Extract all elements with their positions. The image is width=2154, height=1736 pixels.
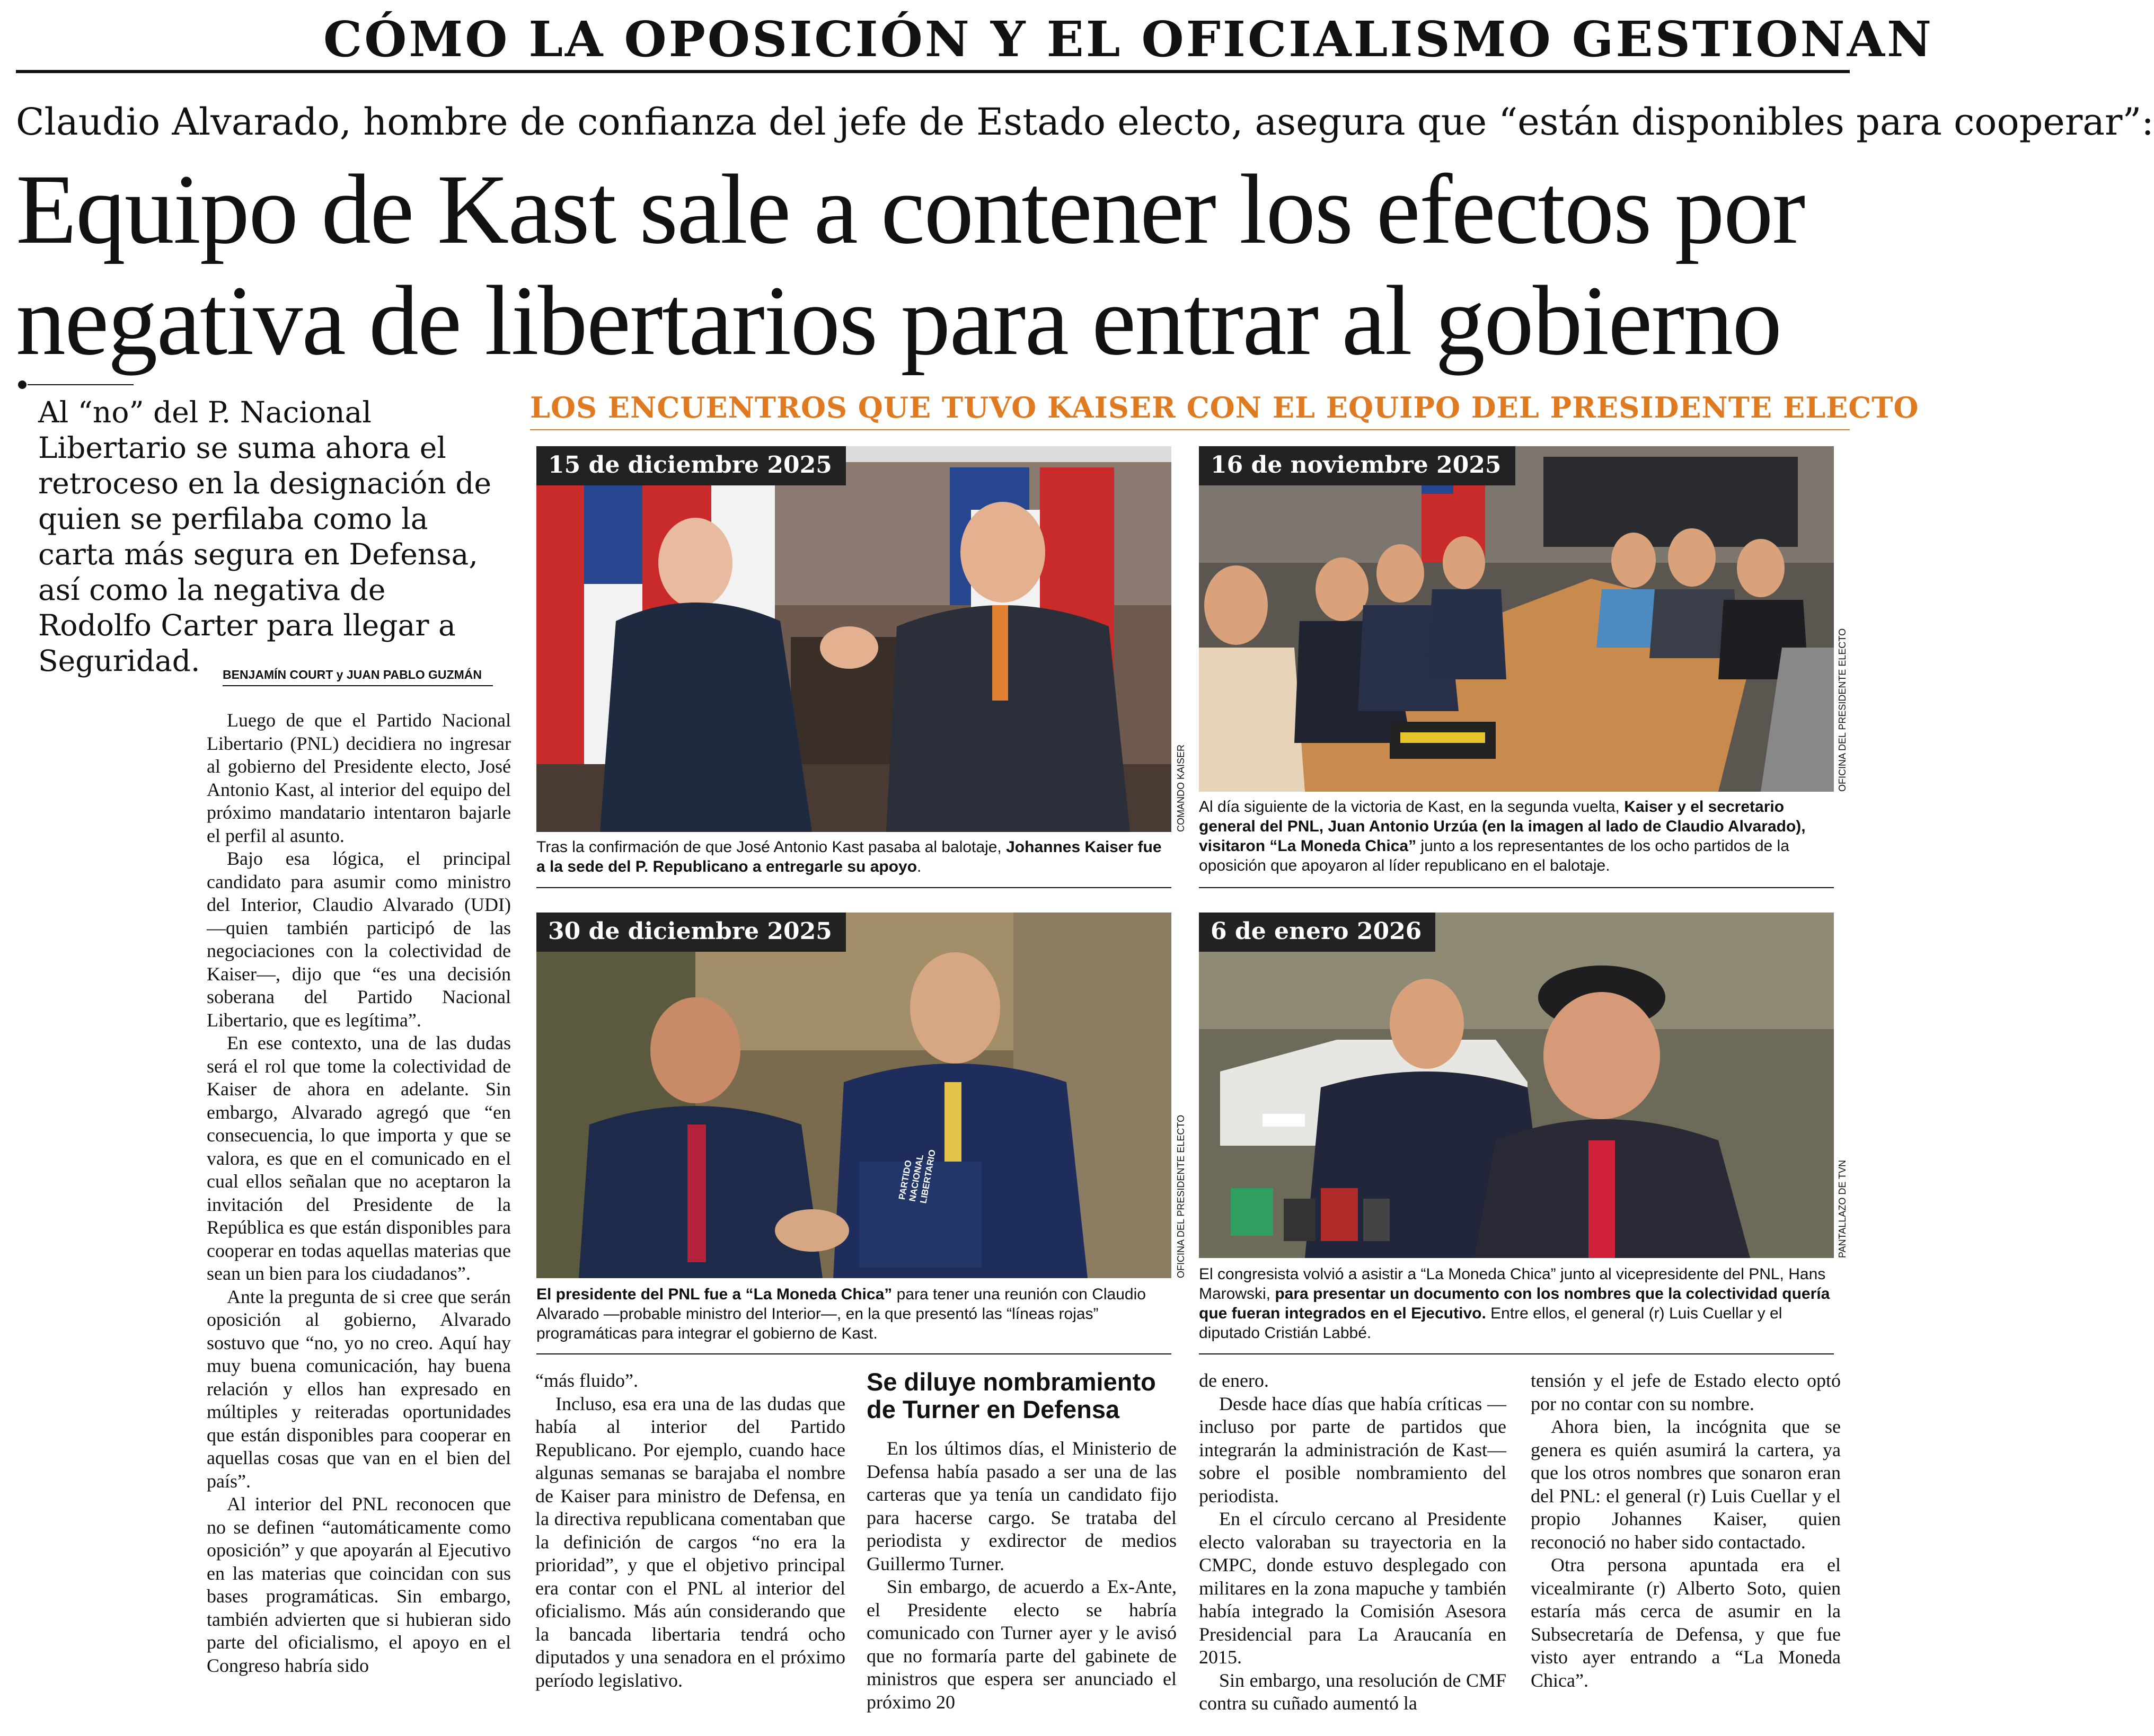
- caption-bold-text: para presentar un documento con los nombres que la colectividad quería que fueran integrados en el Ejecutivo.: [1199, 1285, 1830, 1322]
- gallery-rule: [530, 429, 1850, 430]
- paragraph: Sin embargo, una resolución de CMF contra su cuñado aumentó la: [1199, 1669, 1506, 1714]
- photo-document-handover: [536, 913, 1171, 1278]
- photo-caption: [536, 1285, 1171, 1343]
- photo-caption: [1199, 1264, 1834, 1343]
- lede: Al “no” del P. Nacional Libertario se suma ahora el retroceso en la designación de quien se perfilaba como la carta más segura en Defensa, así como la negativa de Rodolfo Carter para llegar a Seguridad.: [38, 395, 491, 678]
- photo-credit: PANTALLAZO DE TVN: [1837, 1159, 1848, 1258]
- paragraph: En el círculo cercano al Presidente electo valoraban su trayectoria en la CMPC, donde estuvo desplegado con militares en la zona mapuche y también había integrado la Comisión Asesora Presidencial para La Araucanía en 2015.: [1199, 1508, 1506, 1668]
- caption-text: .: [917, 858, 922, 875]
- body-column-4: [1199, 1369, 1506, 1715]
- photo-caption: [536, 837, 1171, 876]
- section-header: CÓMO LA OPOSICIÓN Y EL OFICIALISMO GESTIONAN: [323, 11, 1934, 68]
- paragraph: Al interior del PNL reconocen que no se definen “automáticamente como oposición” y que apoyarán al Ejecutivo en las materias que coincidan con sus bases programáticas. Sin embargo, también advierten que si hubieran sido parte del oficialismo, el apoyo en el Congreso habría sido: [207, 1493, 511, 1676]
- caption-rule: [1199, 1353, 1834, 1354]
- headline-line-2: negativa de libertarios para entrar al gobierno: [16, 265, 1781, 376]
- body-column-5: [1531, 1369, 1841, 1692]
- body-column-3: [867, 1437, 1177, 1714]
- caption-text: Entre ellos, el general (r) Luis Cuellar y el diputado Cristián Labbé.: [1199, 1305, 1782, 1342]
- byline: BENJAMÍN COURT y JUAN PABLO GUZMÁN: [223, 669, 493, 686]
- photo-credit: COMANDO KAISER: [1176, 744, 1186, 832]
- photo-handshake-flags: [536, 446, 1171, 832]
- caption-rule: [536, 1353, 1171, 1354]
- photo-credit: OFICINA DEL PRESIDENTE ELECTO: [1837, 628, 1848, 792]
- bullet-rule: [28, 384, 134, 385]
- caption-bold-text: Kaiser y el secretario general del PNL, Juan Antonio Urzúa (en la imagen al lado de Claudio Alvarado), visitaron “La Moneda Chica”: [1199, 798, 1806, 855]
- photo-press-interview: [1199, 913, 1834, 1258]
- kicker: Claudio Alvarado, hombre de confianza del jefe de Estado electo, asegura que “están disponibles para cooperar”:: [16, 100, 2154, 144]
- photo-date-label: 6 de enero 2026: [1199, 913, 1435, 952]
- paragraph: Otra persona apuntada era el vicealmirante (r) Alberto Soto, quien estaría más cerca de asumir en la Subsecretaría de Defensa, y que fue visto ayer entrando a “La Moneda Chica”.: [1531, 1554, 1841, 1691]
- paragraph: Incluso, esa era una de las dudas que había al interior del Partido Republicano. Por ejemplo, cuando hace algunas semanas se barajaba el nombre de Kaiser para ministro de Defensa, en la directiva republicana comentaban que la definición de cargos “no era la prioridad”, y que el objetivo principal era contar con el PNL al interior del oficialismo. Más aún considerando que la bancada libertaria tendrá ocho diputados y una senadora en el próximo período legislativo.: [535, 1393, 845, 1691]
- book-cover-text: PARTIDO NACIONAL LIBERTARIO: [897, 1149, 938, 1204]
- caption-rule: [1199, 887, 1834, 888]
- subheading: Se diluye nombramiento de Turner en Defensa: [867, 1368, 1156, 1423]
- paragraph: “más fluido”.: [535, 1370, 638, 1391]
- caption-text: junto a los representantes de los ocho partidos de la oposición que apoyaron al líder republicano en el balotaje.: [1199, 837, 1789, 874]
- paragraph: Ahora bien, la incógnita que se genera es quién asumirá la cartera, ya que los otros nombres que sonaron eran del PNL: el general (r) Luis Cuellar y el propio Johannes Kaiser, quien reconoció no haber sido contactado.: [1531, 1416, 1841, 1553]
- paragraph: Luego de que el Partido Nacional Libertario (PNL) decidiera no ingresar al gobierno del Presidente electo, José Antonio Kast, al interior del equipo del próximo mandatario intentaron bajarle el perfil al asunto.: [207, 710, 511, 846]
- paragraph: En ese contexto, una de las dudas será el rol que tome la colectividad de Kaiser de ahora en adelante. Sin embargo, Alvarado agregó que “en consecuencia, lo que importa y que se valora, es que en el comunicado en el cual ellos señalan que no aceptaron la invitación del Presidente de la República es que están disponibles para cooperar en todas aquellas materias que sean un bien para los ciudadanos”.: [207, 1032, 511, 1284]
- paragraph: Sin embargo, de acuerdo a Ex-Ante, el Presidente electo se habría comunicado con Turner ayer y le avisó que no formaría parte del gabinete de ministros que espera ser anunciado el próximo 20: [867, 1576, 1177, 1713]
- caption-text: Al día siguiente de la victoria de Kast, en la segunda vuelta,: [1199, 798, 1625, 816]
- bullet-dot: [18, 380, 27, 389]
- body-column-1: [207, 709, 511, 1677]
- paragraph: En los últimos días, el Ministerio de Defensa había pasado a ser una de las carteras que ya tenía un candidato fijo para hacerse cargo. Se trataba del periodista y exdirector de medios Guillermo Turner.: [867, 1438, 1177, 1574]
- caption-bold-text: El presidente del PNL fue a “La Moneda Chica”: [536, 1286, 893, 1303]
- photo-date-label: 15 de diciembre 2025: [536, 446, 846, 485]
- photo-credit: OFICINA DEL PRESIDENTE ELECTO: [1176, 1114, 1186, 1278]
- paragraph: Ante la pregunta de si cree que serán oposición al gobierno, Alvarado sostuvo que “no, yo no creo. Aquí hay muy buena comunicación, hay buena relación y ellos han expresado en múltiples y reiteradas oportunidades que están disponibles para cooperar en aquellas cosas que van en el bien del país”.: [207, 1286, 511, 1492]
- paragraph: tensión y el jefe de Estado electo optó por no contar con su nombre.: [1531, 1370, 1841, 1414]
- photo-date-label: 16 de noviembre 2025: [1199, 446, 1515, 485]
- caption-text: para tener una reunión con Claudio Alvarado —probable ministro del Interior—, en la que presentó las “líneas rojas” programáticas para integrar el gobierno de Kast.: [536, 1286, 1146, 1342]
- gallery-title: LOS ENCUENTROS QUE TUVO KAISER CON EL EQUIPO DEL PRESIDENTE ELECTO: [530, 391, 1919, 424]
- caption-bold-text: Johannes Kaiser fue a la sede del P. Republicano a entregarle su apoyo: [536, 838, 1162, 875]
- header-rule: [16, 70, 1850, 73]
- caption-text: El congresista volvió a asistir a “La Moneda Chica” junto al vicepresidente del PNL, Hans Marowski,: [1199, 1265, 1826, 1303]
- photo-caption: [1199, 797, 1834, 875]
- paragraph: Desde hace días que había críticas —incluso por parte de partidos que integrarán la administración de Kast— sobre el posible nombramiento del periodista.: [1199, 1393, 1506, 1507]
- headline: [16, 154, 1850, 376]
- paragraph: Bajo esa lógica, el principal candidato para asumir como ministro del Interior, Claudio Alvarado (UDI) —quien también participó de las negociaciones con la colectividad de Kaiser—, dijo que “es una decisión soberana del Partido Nacional Libertario, que es legítima”.: [207, 848, 511, 1031]
- paragraph: de enero.: [1199, 1370, 1269, 1391]
- body-column-2: [535, 1369, 845, 1692]
- caption-rule: [536, 887, 1171, 888]
- photo-meeting-table: [1199, 446, 1834, 792]
- photo-date-label: 30 de diciembre 2025: [536, 913, 846, 952]
- headline-line-1: Equipo de Kast sale a contener los efectos por: [16, 154, 1805, 264]
- caption-text: Tras la confirmación de que José Antonio Kast pasaba al balotaje,: [536, 838, 1007, 856]
